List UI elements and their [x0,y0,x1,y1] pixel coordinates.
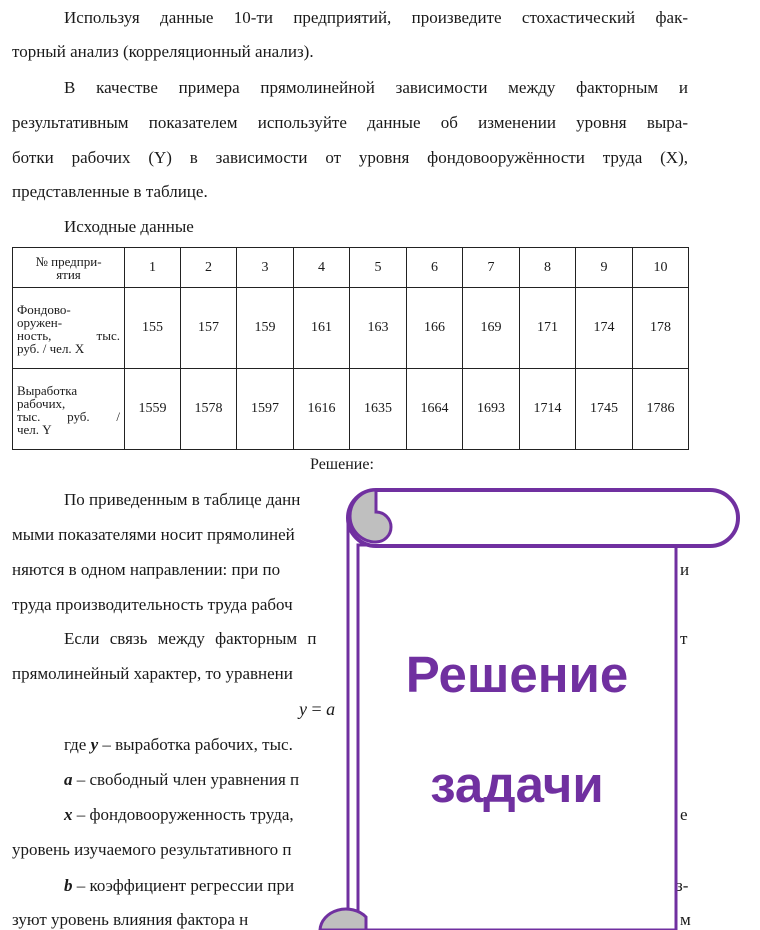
row-label-line: Выработка [17,382,78,398]
definition-line [64,805,294,825]
row-label-line: оружен- [17,314,63,330]
table-cell: 8 [520,248,576,288]
table-cell: 6 [407,248,463,288]
definition-text: где [64,735,87,754]
table-cell: 1578 [181,369,237,450]
table-row [13,288,689,369]
scroll-sheet [358,545,676,930]
solution-line: прямолинейный характер, то уравнени [12,664,293,683]
example-paragraph-line: ботки рабочих (Y) в зависимости от уровня фондовооружённости труда (X), [12,148,688,167]
example-paragraph-line: В качестве примера прямолинейной зависимости между факторным и [64,78,688,97]
header-label-cell [13,248,125,288]
table-cell: 169 [463,288,520,369]
table-cell: 157 [181,288,237,369]
row-label-line: тыс. руб. / [17,408,120,424]
table-cell: 1597 [237,369,294,450]
definition-text: – фондовооруженность труда, [72,805,294,824]
table-cell: 1786 [633,369,689,450]
equation-symbol: y [299,699,307,719]
table-cell: 4 [294,248,350,288]
table-cell: 161 [294,288,350,369]
table-cell: 9 [576,248,633,288]
table-cell: 1693 [463,369,520,450]
table-cell: 2 [181,248,237,288]
row-label-line: Фондово- [17,301,71,317]
table-cell: 5 [350,248,407,288]
row-label-line: руб. / чел. X [17,340,85,356]
scroll-bottom-curl [320,909,366,930]
table-row [13,248,689,288]
example-paragraph-line: результативным показателем используйте данные об изменении уровня выра- [12,113,688,132]
solution-heading: Решение: [310,456,374,473]
table-cell: 1714 [520,369,576,450]
table-cell: 171 [520,288,576,369]
solution-line: няются в одном направлении: при по [12,560,281,579]
solution-line: Если связь между факторным п [64,629,317,648]
row-label-cell [13,369,125,450]
solution-scroll-banner [300,485,760,930]
table-cell: 174 [576,288,633,369]
definition-line-fragment: з- [676,876,689,895]
equation-symbol: = [311,699,322,719]
table-cell: 1664 [407,369,463,450]
table-caption: Исходные данные [64,217,194,236]
solution-line: По приведенным в таблице данн [64,490,301,509]
definition-line-fragment: м [680,910,691,929]
solution-line-fragment: и [680,560,690,579]
table-cell: 10 [633,248,689,288]
definition-symbol: x [64,805,73,824]
solution-line: труда производительность труда рабоч [12,595,293,614]
table-cell: 3 [237,248,294,288]
table-cell: 1 [125,248,181,288]
table-cell: 155 [125,288,181,369]
scroll-shape [300,485,760,930]
header-label-line: № предпри- [35,254,102,269]
solution-line: мыми показателями носит прямолиней [12,525,295,544]
table-cell: 1559 [125,369,181,450]
table-cell: 178 [633,288,689,369]
table-cell: 1745 [576,369,633,450]
table-row [13,369,689,450]
definition-line [64,770,299,790]
definition-text: – выработка рабочих, тыс. [98,735,293,754]
task-paragraph-line: торный анализ (корреляционный анализ). [12,42,314,61]
table-cell: 166 [407,288,463,369]
definition-line [64,735,293,755]
banner-title-line: Решение [405,646,629,703]
header-label-line: ятия [56,267,81,282]
definition-text: – коэффициент регрессии при [72,876,295,895]
definition-line-fragment: е [680,805,688,824]
scroll-top-roll [348,490,738,546]
definition-symbol: y [90,735,99,754]
table-cell: 7 [463,248,520,288]
definition-line [64,876,294,896]
table-cell: 163 [350,288,407,369]
task-paragraph-line: Используя данные 10-ти предприятий, произведите стохастический фак- [64,8,688,27]
table-cell: 159 [237,288,294,369]
banner-title-line: задачи [430,756,604,813]
table-cell: 1635 [350,369,407,450]
equation-symbol: a [326,699,336,719]
table-cell: 1616 [294,369,350,450]
definition-text: – свободный член уравнения п [72,770,300,789]
example-paragraph-line: представленные в таблице. [12,182,208,201]
definition-line: уровень изучаемого результативного п [12,840,292,859]
definition-line: зуют уровень влияния фактора н [12,910,249,929]
row-label-line: чел. Y [17,421,52,437]
definition-symbol: a [64,770,73,789]
solution-line-fragment: т [680,629,688,648]
row-label-line: ность, тыс. [17,327,120,343]
row-label-cell [13,288,125,369]
row-label-line: рабочих, [17,395,66,411]
definition-symbol: b [64,876,73,895]
source-data-table [12,247,689,450]
